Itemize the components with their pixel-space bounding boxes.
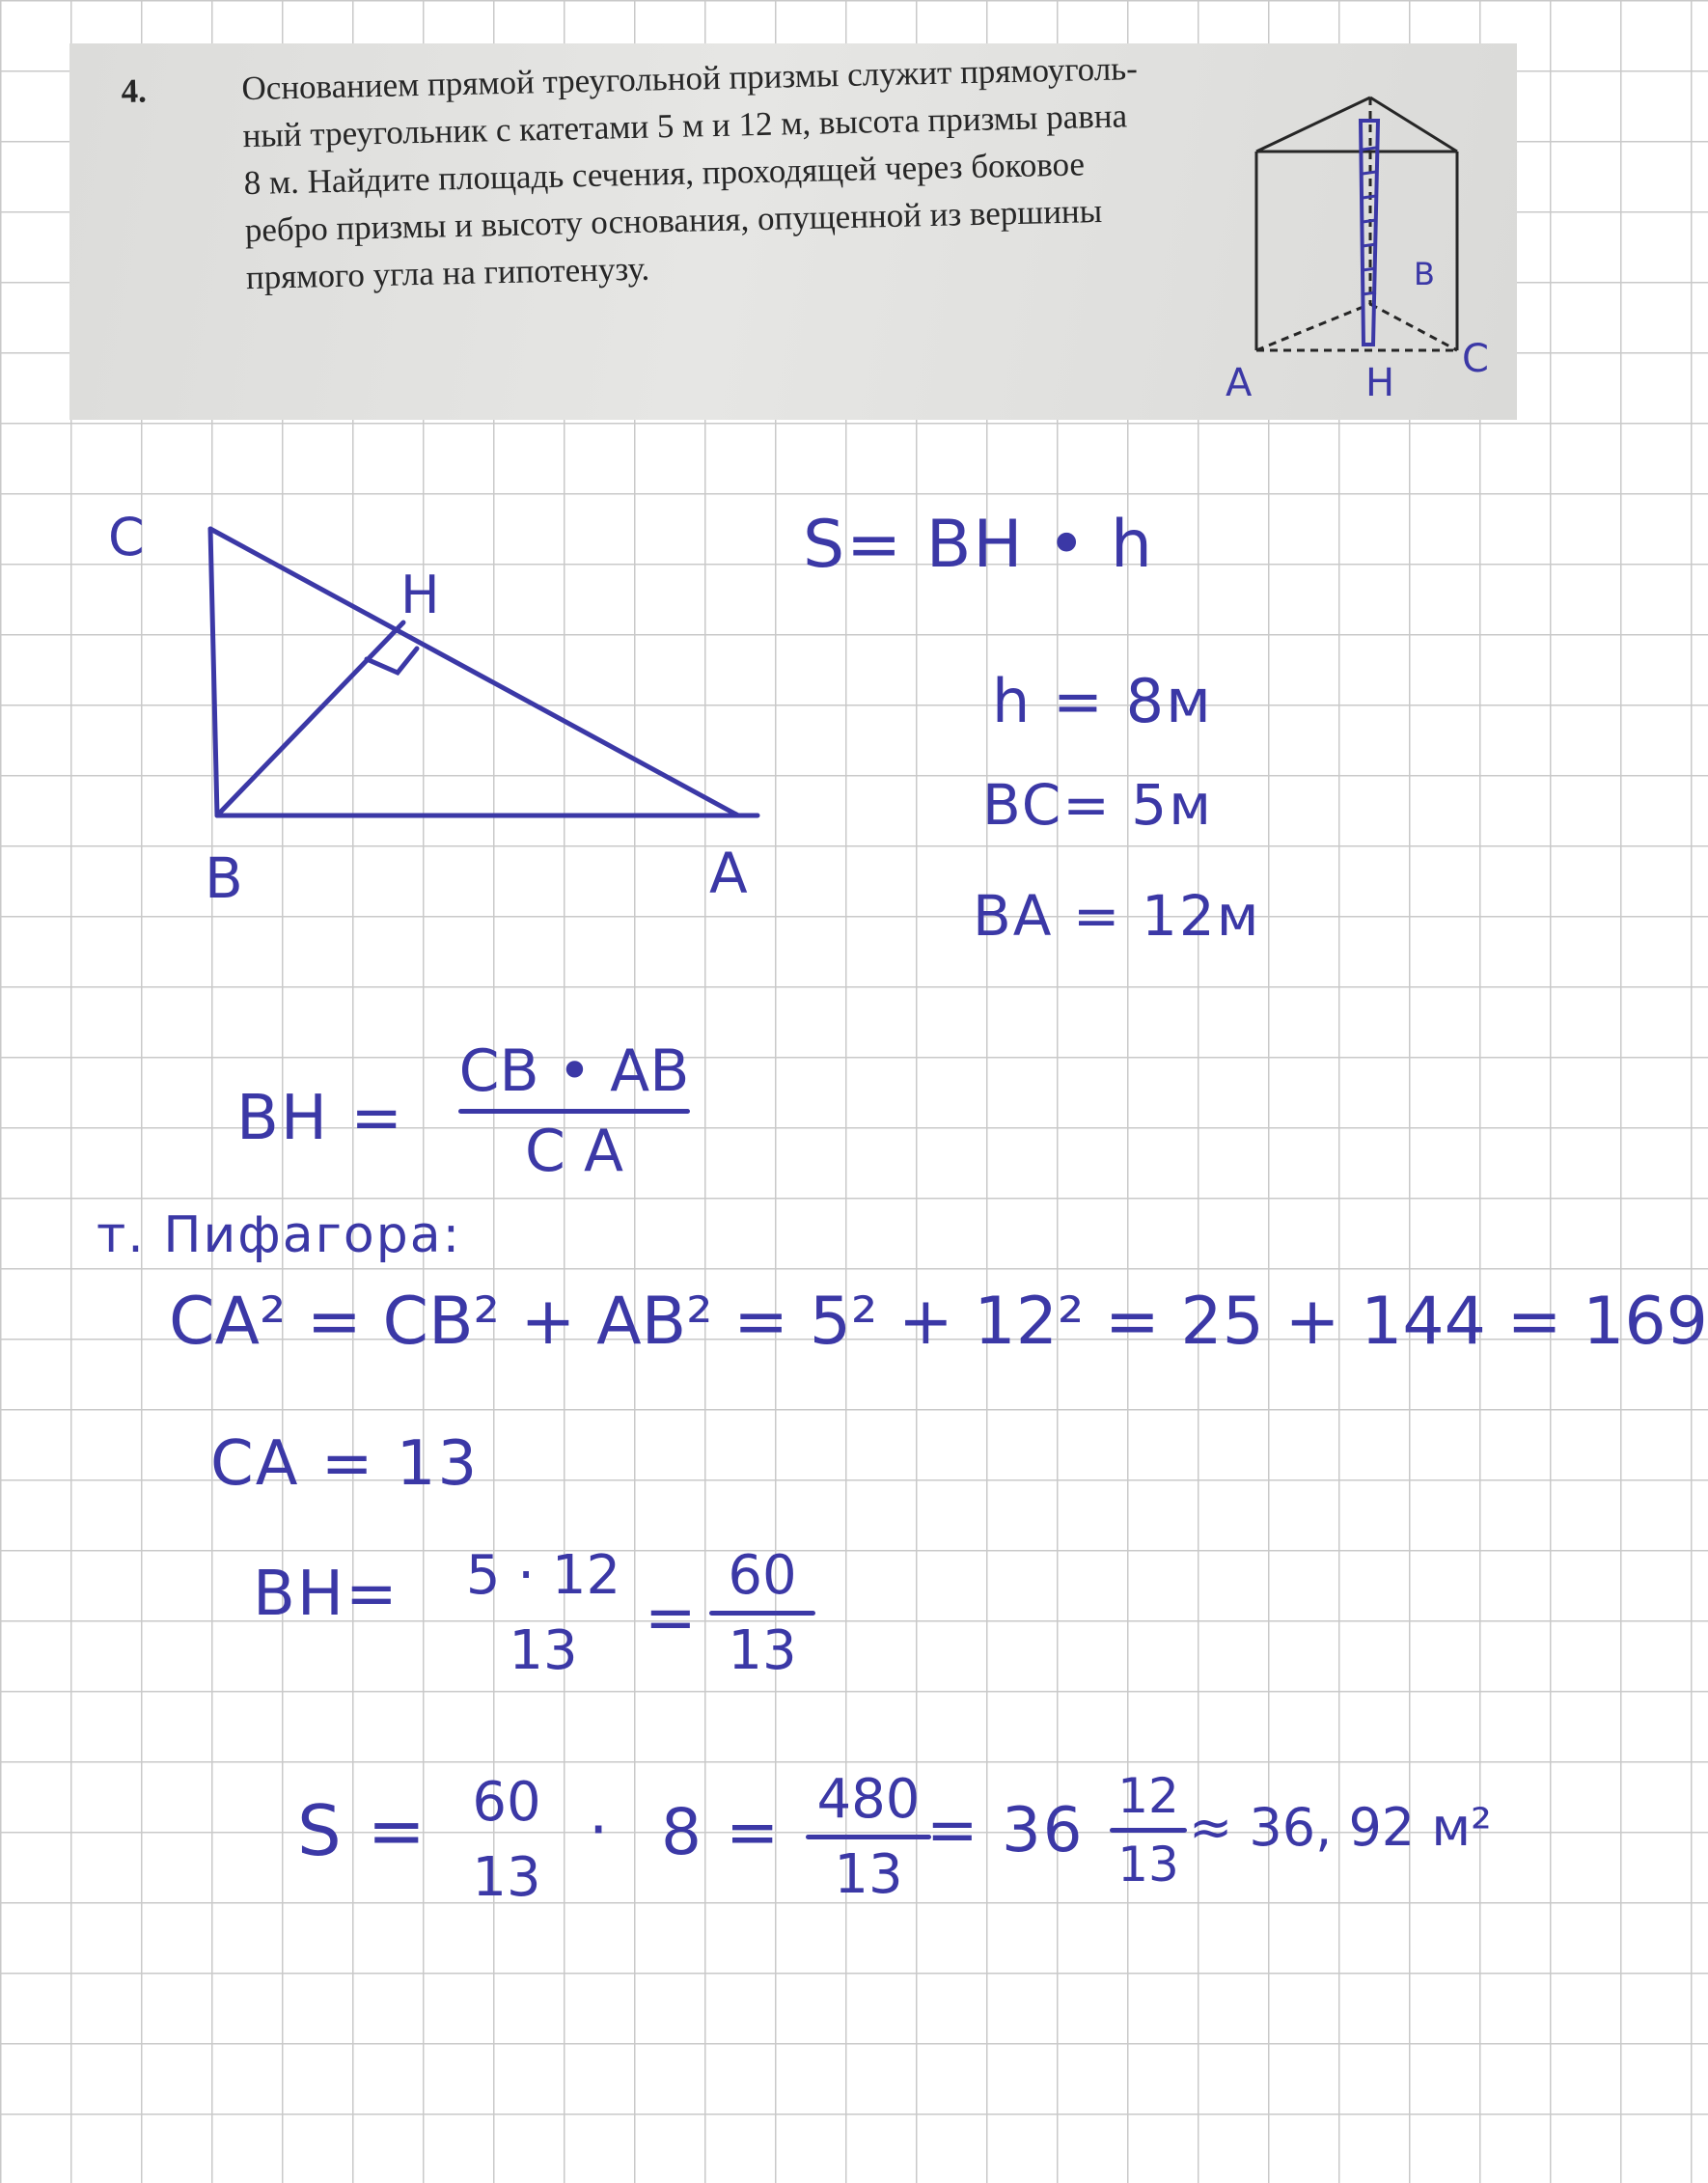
bh-formula-denominator: C A bbox=[524, 1118, 623, 1185]
bh-calc-fraction-2 bbox=[709, 1544, 815, 1682]
area-calc-mid: 8 = bbox=[661, 1795, 782, 1869]
fraction-bar bbox=[709, 1611, 815, 1616]
triangle-label-h: H bbox=[400, 565, 440, 625]
problem-line: ребро призмы и высоту основания, опущенной из вершины bbox=[244, 191, 1103, 250]
bh-formula-fraction bbox=[458, 1037, 690, 1185]
prism-label-b: B bbox=[1414, 256, 1435, 292]
fraction-bar bbox=[1110, 1828, 1187, 1833]
bh-calc-denominator-2: 13 bbox=[728, 1619, 797, 1682]
bh-calc-numerator-1: 5 · 12 bbox=[465, 1544, 621, 1607]
given-bc: BC= 5м bbox=[982, 772, 1213, 838]
area-calc-numerator-3: 12 bbox=[1117, 1768, 1179, 1824]
bh-calc-numerator-2: 60 bbox=[728, 1544, 797, 1607]
triangle-label-a: A bbox=[709, 841, 748, 906]
triangle-label-c: C bbox=[108, 507, 145, 567]
area-calc-approx: ≈ 36, 92 м² bbox=[1189, 1797, 1492, 1858]
problem-number: 4. bbox=[121, 71, 148, 110]
prism-label-h: H bbox=[1365, 361, 1395, 405]
prism-label-a: A bbox=[1226, 361, 1253, 405]
pythagoras-equation: CA² = CB² + AB² = 5² + 12² = 25 + 144 = 169 bbox=[169, 1284, 1708, 1360]
fraction-bar bbox=[454, 1838, 560, 1842]
fraction-bar bbox=[806, 1835, 931, 1839]
given-ba: BA = 12м bbox=[973, 883, 1261, 949]
fraction-bar bbox=[461, 1611, 625, 1616]
area-calc-whole: = 36 bbox=[926, 1795, 1085, 1866]
area-calc-denominator-2: 13 bbox=[834, 1843, 903, 1906]
triangle-diagram bbox=[0, 0, 1544, 965]
bh-calc-fraction-1 bbox=[461, 1544, 625, 1682]
bh-calc-lhs: BH= bbox=[253, 1559, 399, 1630]
area-calc-denominator-3: 13 bbox=[1117, 1837, 1179, 1893]
pythagoras-title: т. Пифагора: bbox=[96, 1206, 462, 1264]
area-calc-fraction-2 bbox=[806, 1768, 931, 1906]
area-formula: S= BH • h bbox=[803, 507, 1154, 583]
bh-formula-numerator: CB • AB bbox=[458, 1037, 690, 1105]
triangle-label-b: B bbox=[205, 845, 243, 911]
problem-line: 8 м. Найдите площадь сечения, проходящей через боковое bbox=[243, 145, 1086, 203]
fraction-bar bbox=[458, 1109, 690, 1114]
bh-calc-denominator-1: 13 bbox=[509, 1619, 578, 1682]
bh-calc-equals: = bbox=[645, 1583, 699, 1654]
area-calc-numerator-1: 60 bbox=[472, 1771, 541, 1834]
given-height: h = 8м bbox=[992, 666, 1213, 736]
area-calc-numerator-2: 480 bbox=[816, 1768, 921, 1831]
area-calc-denominator-1: 13 bbox=[472, 1846, 541, 1909]
area-calc-dot: · bbox=[589, 1795, 611, 1866]
bh-formula-lhs: BH = bbox=[236, 1083, 404, 1154]
ca-result: CA = 13 bbox=[210, 1428, 480, 1500]
area-calc-fraction-3 bbox=[1110, 1768, 1187, 1893]
problem-line: ный треугольник с катетами 5 м и 12 м, высота призмы равна bbox=[242, 97, 1128, 155]
area-calc-lhs: S = bbox=[297, 1790, 427, 1871]
problem-line: Основанием прямой треугольной призмы служит прямоуголь- bbox=[241, 49, 1139, 108]
area-calc-fraction-1 bbox=[454, 1771, 560, 1909]
problem-line: прямого угла на гипотенузу. bbox=[245, 249, 650, 297]
prism-label-c: C bbox=[1462, 337, 1489, 381]
